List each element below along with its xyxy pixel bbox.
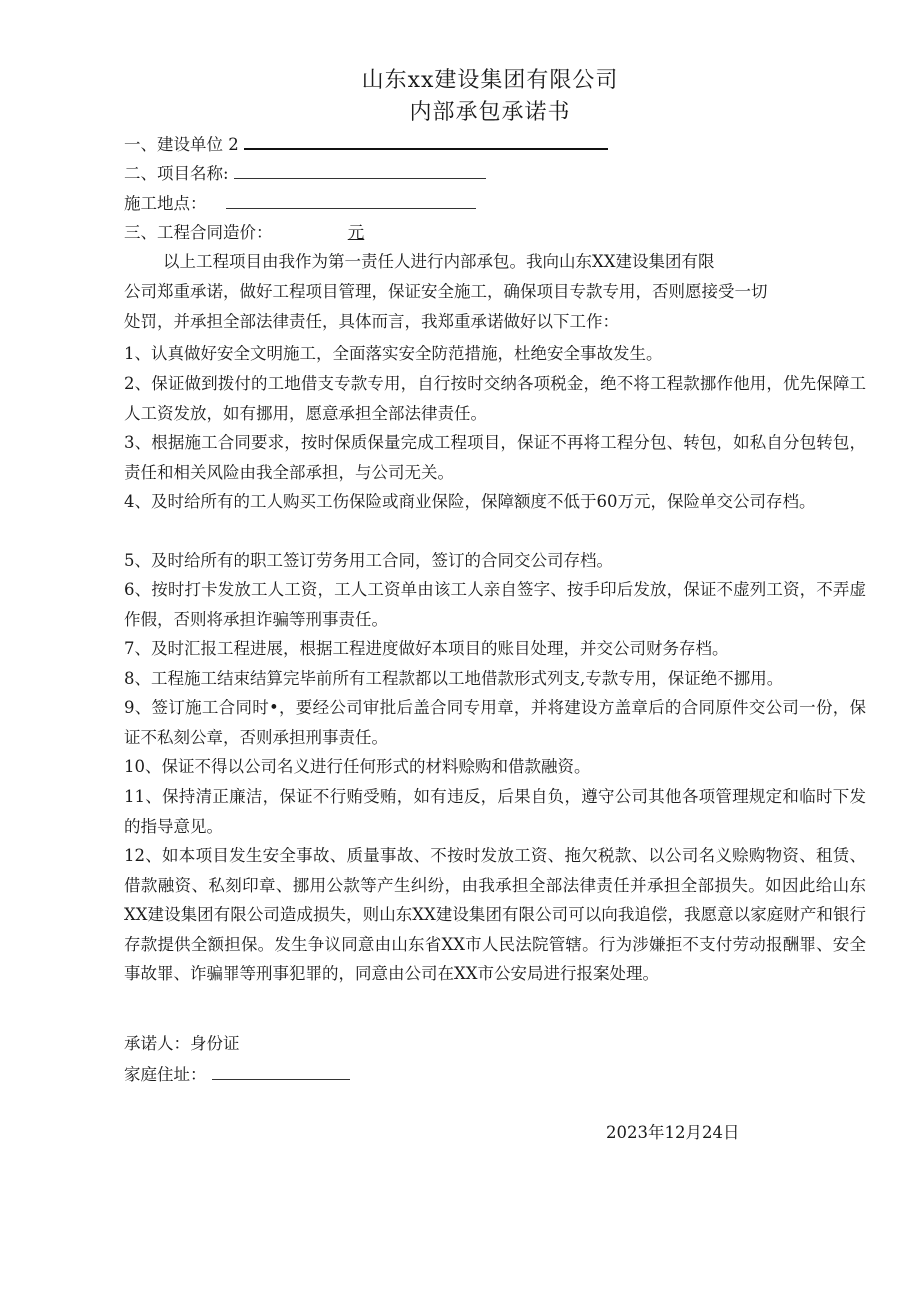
intro-line-3: 处罚，并承担全部法律责任，具体而言，我郑重承诺做好以下工作： [124,312,619,331]
intro-line-1: 以上工程项目由我作为第一责任人进行内部承包。我向山东XX建设集团有限 [163,252,715,271]
address-blank [212,1063,350,1080]
construction-unit-blank [244,132,608,150]
commitment-item-2: 2、保证做到拨付的工地借支专款专用，自行按时交纳各项税金，绝不将工程款挪作他用，优先保障工人工资发放，如有挪用，愿意承担全部法律责任。 [124,374,866,423]
document-subtitle: 内部承包承诺书 [409,100,571,125]
commitment-item-11: 11、保持清正廉洁，保证不行贿受贿，如有违反，后果自负，遵守公司其他各项管理规定和临时下发的指导意见。 [124,787,866,836]
commitment-item-9: 9、签订施工合同时•，要经公司审批后盖合同专用章，并将建设方盖章后的合同原件交公司一份，保证不私刻公章，否则承担刑事责任。 [124,698,866,747]
commitment-item-12: 12、如本项目发生安全事故、质量事故、不按时发放工资、拖欠税款、以公司名义赊购物资、租赁、借款融资、私刻印章、挪用公款等产生纠纷，由我承担全部法律责任并承担全部损失。如因此给山东XX建设集团有限公司造成损失，则山东XX建设集团有限公司可以向我追偿，我愿意以家庭财产和银行存款提供全额担保。发生争议同意由山东省XX市人民法院管辖。行为涉嫌拒不支付劳动报酬罪、安全事故罪、诈骗罪等刑事犯罪的，同意由公司在XX市公安局进行报案处理。 [124,846,866,983]
address-line [124,1063,350,1086]
promisor-line: 承诺人：身份证 [124,1034,240,1053]
commitment-item-10: 10、保证不得以公司名义进行任何形式的材料赊购和借款融资。 [124,757,591,776]
commitment-item-6: 6、按时打卡发放工人工资，工人工资单由该工人亲自签字、按手印后发放，保证不虚列工资，不弄虚作假，否则将承担诈骗等刑事责任。 [124,580,866,629]
commitment-item-4: 4、及时给所有的工人购买工伤保险或商业保险，保障额度不低于60万元，保险单交公司存档。 [124,492,816,511]
commitment-item-7: 7、及时汇报工程进展，根据工程进度做好本项目的账目处理，并交公司财务存档。 [124,639,729,658]
document-title: 山东xx建设集团有限公司 [361,68,619,93]
site-label: 施工地点： [124,194,207,213]
document-date: 2023年12月24日 [606,1123,740,1142]
commitment-item-5: 5、及时给所有的职工签订劳务用工合同，签订的合同交公司存档。 [124,551,613,570]
construction-unit-label: 一、建设单位 2 [124,135,239,154]
commitment-item-1: 1、认真做好安全文明施工，全面落实安全防范措施，杜绝安全事故发生。 [124,344,663,363]
project-name-blank [234,162,486,179]
commitment-item-3: 3、根据施工合同要求，按时保质保量完成工程项目，保证不再将工程分包、转包，如私自分包转包，责任和相关风险由我全部承担，与公司无关。 [124,433,866,482]
contract-price-line [124,222,364,244]
contract-price-unit: 元 [347,223,365,242]
project-name-label: 二、项目名称: [124,164,229,183]
project-name-line [124,162,486,185]
site-line [124,192,476,215]
construction-unit-line [124,132,608,156]
site-blank [226,192,476,209]
commitment-item-8: 8、工程施工结束结算完毕前所有工程款都以工地借款形式列支,专款专用，保证绝不挪用。 [124,669,784,688]
address-label: 家庭住址： [124,1065,207,1084]
contract-price-label: 三、工程合同造价： [124,223,273,242]
intro-line-2: 公司郑重承诺，做好工程项目管理，保证安全施工，确保项目专款专用，否则愿接受一切 [124,282,768,301]
